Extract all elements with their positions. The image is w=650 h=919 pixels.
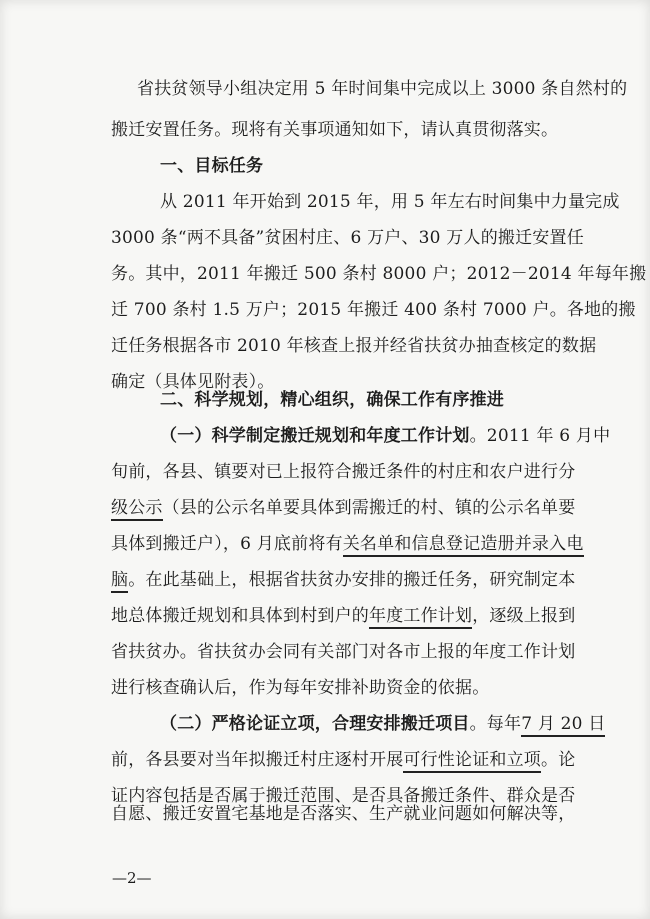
paragraph-line: 从 2011 年开始到 2015 年，用 5 年左右时间集中力量完成 [160, 192, 620, 212]
paragraph-line: 自愿、搬迁安置宅基地是否落实、生产就业问题如何解决等， [111, 804, 576, 824]
section-heading-targets: 一、目标任务 [160, 156, 264, 176]
paragraph-line: 搬迁安置任务。现将有关事项通知如下，请认真贯彻落实。 [111, 120, 559, 140]
paragraph-line: 务。其中，2011 年搬迁 500 条村 8000 户；2012－2014 年每年搬 [111, 264, 647, 284]
text-span: ，逐级上报到 [472, 606, 576, 626]
text-span: 。2011 年 6 月中 [469, 426, 611, 446]
paragraph-line: 迁 700 条村 1.5 万户；2015 年搬迁 400 条村 7000 户。各地的搬 [111, 300, 636, 320]
paragraph-line [111, 497, 575, 519]
text-span: 具体到搬迁户），6 月底前将有 [111, 534, 343, 554]
section-heading-planning: 二、科学规划，精心组织，确保工作有序推进 [160, 390, 504, 410]
paragraph-line [111, 569, 575, 591]
paragraph-line: 旬前，各县、镇要对已上报符合搬迁条件的村庄和农户进行分 [111, 462, 576, 482]
paragraph-line: 省扶贫领导小组决定用 5 年时间集中完成以上 3000 条自然村的 [137, 79, 628, 99]
paragraph-line: 证内容包括是否属于搬迁范围、是否具备搬迁条件、群众是否 [111, 786, 576, 806]
underlined-text: 年度工作计划 [369, 606, 472, 629]
paragraph-line [111, 605, 575, 627]
subsection-line [160, 713, 605, 735]
underlined-date: 7 月 20 日 [521, 714, 605, 737]
text-span: 。在此基础上，根据省扶贫办安排的搬迁任务，研究制定本 [128, 570, 576, 590]
paragraph-line [111, 533, 584, 555]
text-span: 地总体搬迁规划和具体到村到户的 [111, 606, 369, 626]
paragraph-line: 迁任务根据各市 2010 年核查上报并经省扶贫办抽查核定的数据 [111, 336, 597, 356]
text-span: （县的公示名单要具体到需搬迁的村、镇的公示名单要 [162, 498, 576, 518]
underlined-text: 可行性论证和立项 [403, 750, 541, 773]
subsection-title-planning: （一）科学制定搬迁规划和年度工作计划 [160, 426, 470, 446]
paragraph-line: 确定（具体见附表）。 [111, 372, 275, 392]
text-span: 。论 [541, 750, 576, 770]
subsection-title-projects: （二）严格论证立项，合理安排搬迁项目 [160, 714, 470, 734]
paragraph-line [111, 749, 575, 771]
underlined-text: 关名单和信息登记造册并录入电 [343, 534, 584, 557]
underlined-text: 脑 [111, 570, 128, 593]
paragraph-line: 省扶贫办。省扶贫办会同有关部门对各市上报的年度工作计划 [111, 642, 576, 662]
paragraph-line: 3000 条“两不具备”贫困村庄、6 万户、30 万人的搬迁安置任 [111, 228, 584, 248]
page-number: —2— [112, 869, 152, 887]
paragraph-line: 进行核查确认后，作为每年安排补助资金的依据。 [111, 678, 490, 698]
subsection-line [160, 425, 610, 447]
text-span: 前，各县要对当年拟搬迁村庄逐村开展 [111, 750, 404, 770]
underlined-text: 级公示 [111, 498, 163, 521]
text-span: 。每年 [469, 714, 522, 734]
